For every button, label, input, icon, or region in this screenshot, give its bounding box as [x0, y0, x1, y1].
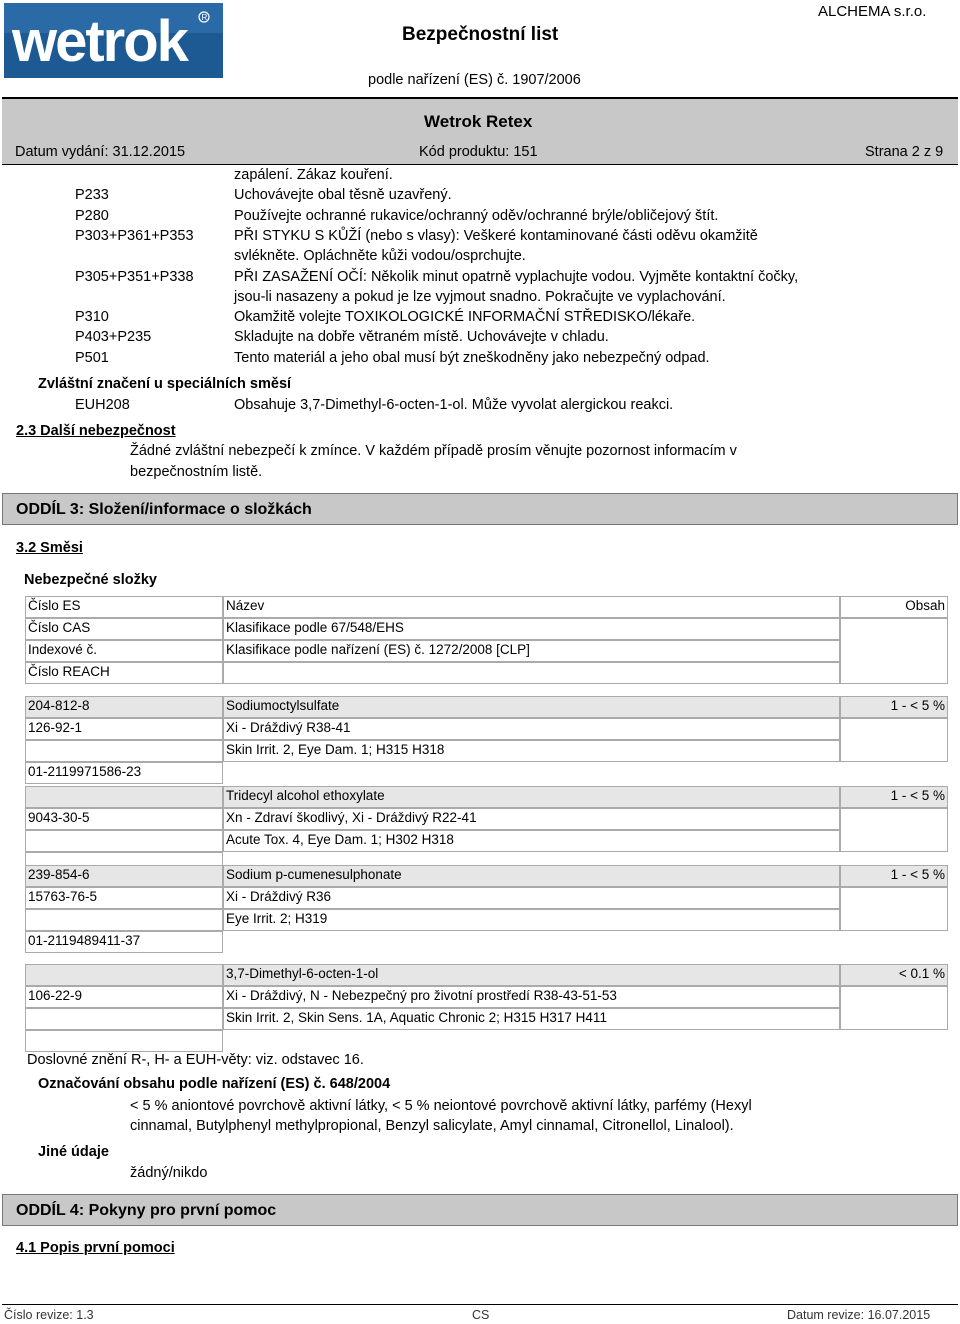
components-heading: Nebezpečné složky [24, 572, 157, 588]
substance-name: 3,7-Dimethyl-6-octen-1-ol [223, 964, 840, 986]
other-info-heading: Jiné údaje [38, 1144, 109, 1160]
index-number [25, 830, 223, 852]
issue-date: Datum vydání: 31.12.2015 [15, 144, 186, 160]
section3-bar [2, 493, 958, 525]
euh-code: EUH208 [75, 397, 130, 413]
index-number [25, 740, 223, 762]
cas-number: 126-92-1 [25, 718, 223, 740]
p-code: P310 [75, 309, 109, 325]
content-empty [840, 986, 948, 1030]
page-number: Strana 2 z 9 [865, 144, 944, 160]
th-content: Obsah [840, 596, 948, 618]
p-text: jsou-li nasazeny a pokud je lze vyjmout snadno. Pokračujte ve vyplachování. [234, 289, 726, 305]
other-hazards-heading: 2.3 Další nebezpečnost [16, 423, 176, 439]
th-reach: Číslo REACH [25, 662, 223, 684]
p-text: Tento materiál a jeho obal musí být zneškodněny jako nebezpečný odpad. [234, 350, 710, 366]
svg-text:R: R [201, 13, 208, 22]
th-content-empty [840, 618, 948, 684]
p-code: P403+P235 [75, 329, 152, 345]
p-text: Okamžitě volejte TOXIKOLOGICKÉ INFORMAČNÍ STŘEDISKO/lékaře. [234, 309, 696, 325]
mixtures-heading: 3.2 Směsi [16, 540, 83, 556]
reach-number [25, 1030, 223, 1052]
language-code: CS [472, 1308, 490, 1322]
other-hazards-line2: bezpečnostním listě. [130, 464, 263, 480]
logo-text: wetrok [12, 9, 187, 74]
section3-title: ODDÍL 3: Složení/informace o složkách [16, 501, 312, 518]
first-aid-heading: 4.1 Popis první pomoci [16, 1240, 175, 1256]
special-labelling-heading: Zvláštní značení u speciálních směsí [38, 376, 292, 392]
section4-bar [2, 1194, 958, 1226]
clp-classification: Acute Tox. 4, Eye Dam. 1; H302 H318 [223, 830, 840, 852]
section4-title: ODDÍL 4: Pokyny pro první pomoc [16, 1202, 277, 1219]
content-range: 1 - < 5 % [840, 696, 948, 718]
content-empty [840, 887, 948, 931]
dsd-classification: Xi - Dráždivý R36 [223, 887, 840, 909]
th-cas: Číslo CAS [25, 618, 223, 640]
p-text: svlékněte. Opláchněte kůži vodou/osprchujte. [234, 248, 526, 264]
reach-number: 01-2119971586-23 [25, 762, 223, 784]
p-text: Uchovávejte obal těsně uzavřený. [234, 187, 452, 203]
index-number [25, 909, 223, 931]
th-clp: Klasifikace podle nařízení (ES) č. 1272/2008 [CLP] [223, 640, 840, 662]
p-text: Skladujte na dobře větraném místě. Uchovávejte v chladu. [234, 329, 609, 345]
clp-classification: Skin Irrit. 2, Eye Dam. 1; H315 H318 [223, 740, 840, 762]
p-text: PŘI ZASAŽENÍ OČÍ: Několik minut opatrně vyplachujte vodou. Vyjměte kontaktní čočky, [234, 269, 799, 285]
index-number [25, 1008, 223, 1030]
content-empty [840, 718, 948, 762]
es-number: 204-812-8 [25, 696, 223, 718]
dsd-classification: Xi - Dráždivý R38-41 [223, 718, 840, 740]
cas-number: 106-22-9 [25, 986, 223, 1008]
content-range: < 0.1 % [840, 964, 948, 986]
es-number [25, 964, 223, 986]
labelling-heading: Označování obsahu podle nařízení (ES) č. 648/2004 [38, 1076, 391, 1092]
th-es: Číslo ES [25, 596, 223, 618]
p-code: P280 [75, 208, 109, 224]
es-number: 239-854-6 [25, 865, 223, 887]
wetrok-logo [4, 3, 223, 78]
clp-classification: Eye Irrit. 2; H319 [223, 909, 840, 931]
dsd-classification: Xn - Zdraví škodlivý, Xi - Dráždivý R22-41 [223, 808, 840, 830]
cas-number: 9043-30-5 [25, 808, 223, 830]
clp-classification: Skin Irrit. 2, Skin Sens. 1A, Aquatic Chronic 2; H315 H317 H411 [223, 1008, 840, 1030]
substance-name: Tridecyl alcohol ethoxylate [223, 786, 840, 808]
regulation-reference: podle nařízení (ES) č. 1907/2006 [368, 72, 581, 88]
content-range: 1 - < 5 % [840, 786, 948, 808]
revision-number: Číslo revize: 1.3 [4, 1308, 94, 1322]
p-text: Používejte ochranné rukavice/ochranný oděv/ochranné brýle/obličejový štít. [234, 208, 719, 224]
substance-name: Sodium p-cumenesulphonate [223, 865, 840, 887]
labelling-line2: cinnamal, Butylphenyl methylpropional, Benzyl salicylate, Amyl cinnamal, Citronellol, Linalool). [130, 1118, 734, 1134]
reach-number: 01-2119489411-37 [25, 931, 223, 953]
header-bar [2, 97, 958, 165]
p-code: P305+P351+P338 [75, 269, 194, 285]
th-dsd: Klasifikace podle 67/548/EHS [223, 618, 840, 640]
content-range: 1 - < 5 % [840, 865, 948, 887]
footer-divider [2, 1304, 958, 1305]
p-code: P233 [75, 187, 109, 203]
product-name: Wetrok Retex [424, 112, 533, 131]
euh-text: Obsahuje 3,7-Dimethyl-6-octen-1-ol. Může vyvolat alergickou reakci. [234, 397, 674, 413]
product-code: Kód produktu: 151 [419, 144, 538, 160]
p-code: P303+P361+P353 [75, 228, 194, 244]
th-name: Název [223, 596, 840, 618]
es-number [25, 786, 223, 808]
th-empty [223, 662, 840, 684]
labelling-line1: < 5 % aniontové povrchově aktivní látky, < 5 % neiontové povrchově aktivní látky, parfémy (Hexyl [130, 1098, 752, 1114]
dsd-classification: Xi - Dráždivý, N - Nebezpečný pro životní prostředí R38-43-51-53 [223, 986, 840, 1008]
content-empty [840, 808, 948, 852]
other-hazards-line1: Žádné zvláštní nebezpečí k zmínce. V každém případě prosím věnujte pozornost informacím v [130, 443, 737, 459]
th-index: Indexové č. [25, 640, 223, 662]
document-title: Bezpečnostní list [402, 24, 559, 45]
p-text: PŘI STYKU S KŮŽÍ (nebo s vlasy): Veškeré kontaminované části oděvu okamžitě [234, 228, 758, 244]
wording-note: Doslovné znění R-, H- a EUH-věty: viz. odstavec 16. [27, 1052, 364, 1068]
substance-name: Sodiumoctylsulfate [223, 696, 840, 718]
revision-date: Datum revize: 16.07.2015 [787, 1308, 931, 1322]
p-text: zapálení. Zákaz kouření. [234, 167, 393, 183]
company-name: ALCHEMA s.r.o. [818, 3, 927, 20]
other-info-text: žádný/nikdo [130, 1165, 208, 1181]
p-code: P501 [75, 350, 109, 366]
cas-number: 15763-76-5 [25, 887, 223, 909]
